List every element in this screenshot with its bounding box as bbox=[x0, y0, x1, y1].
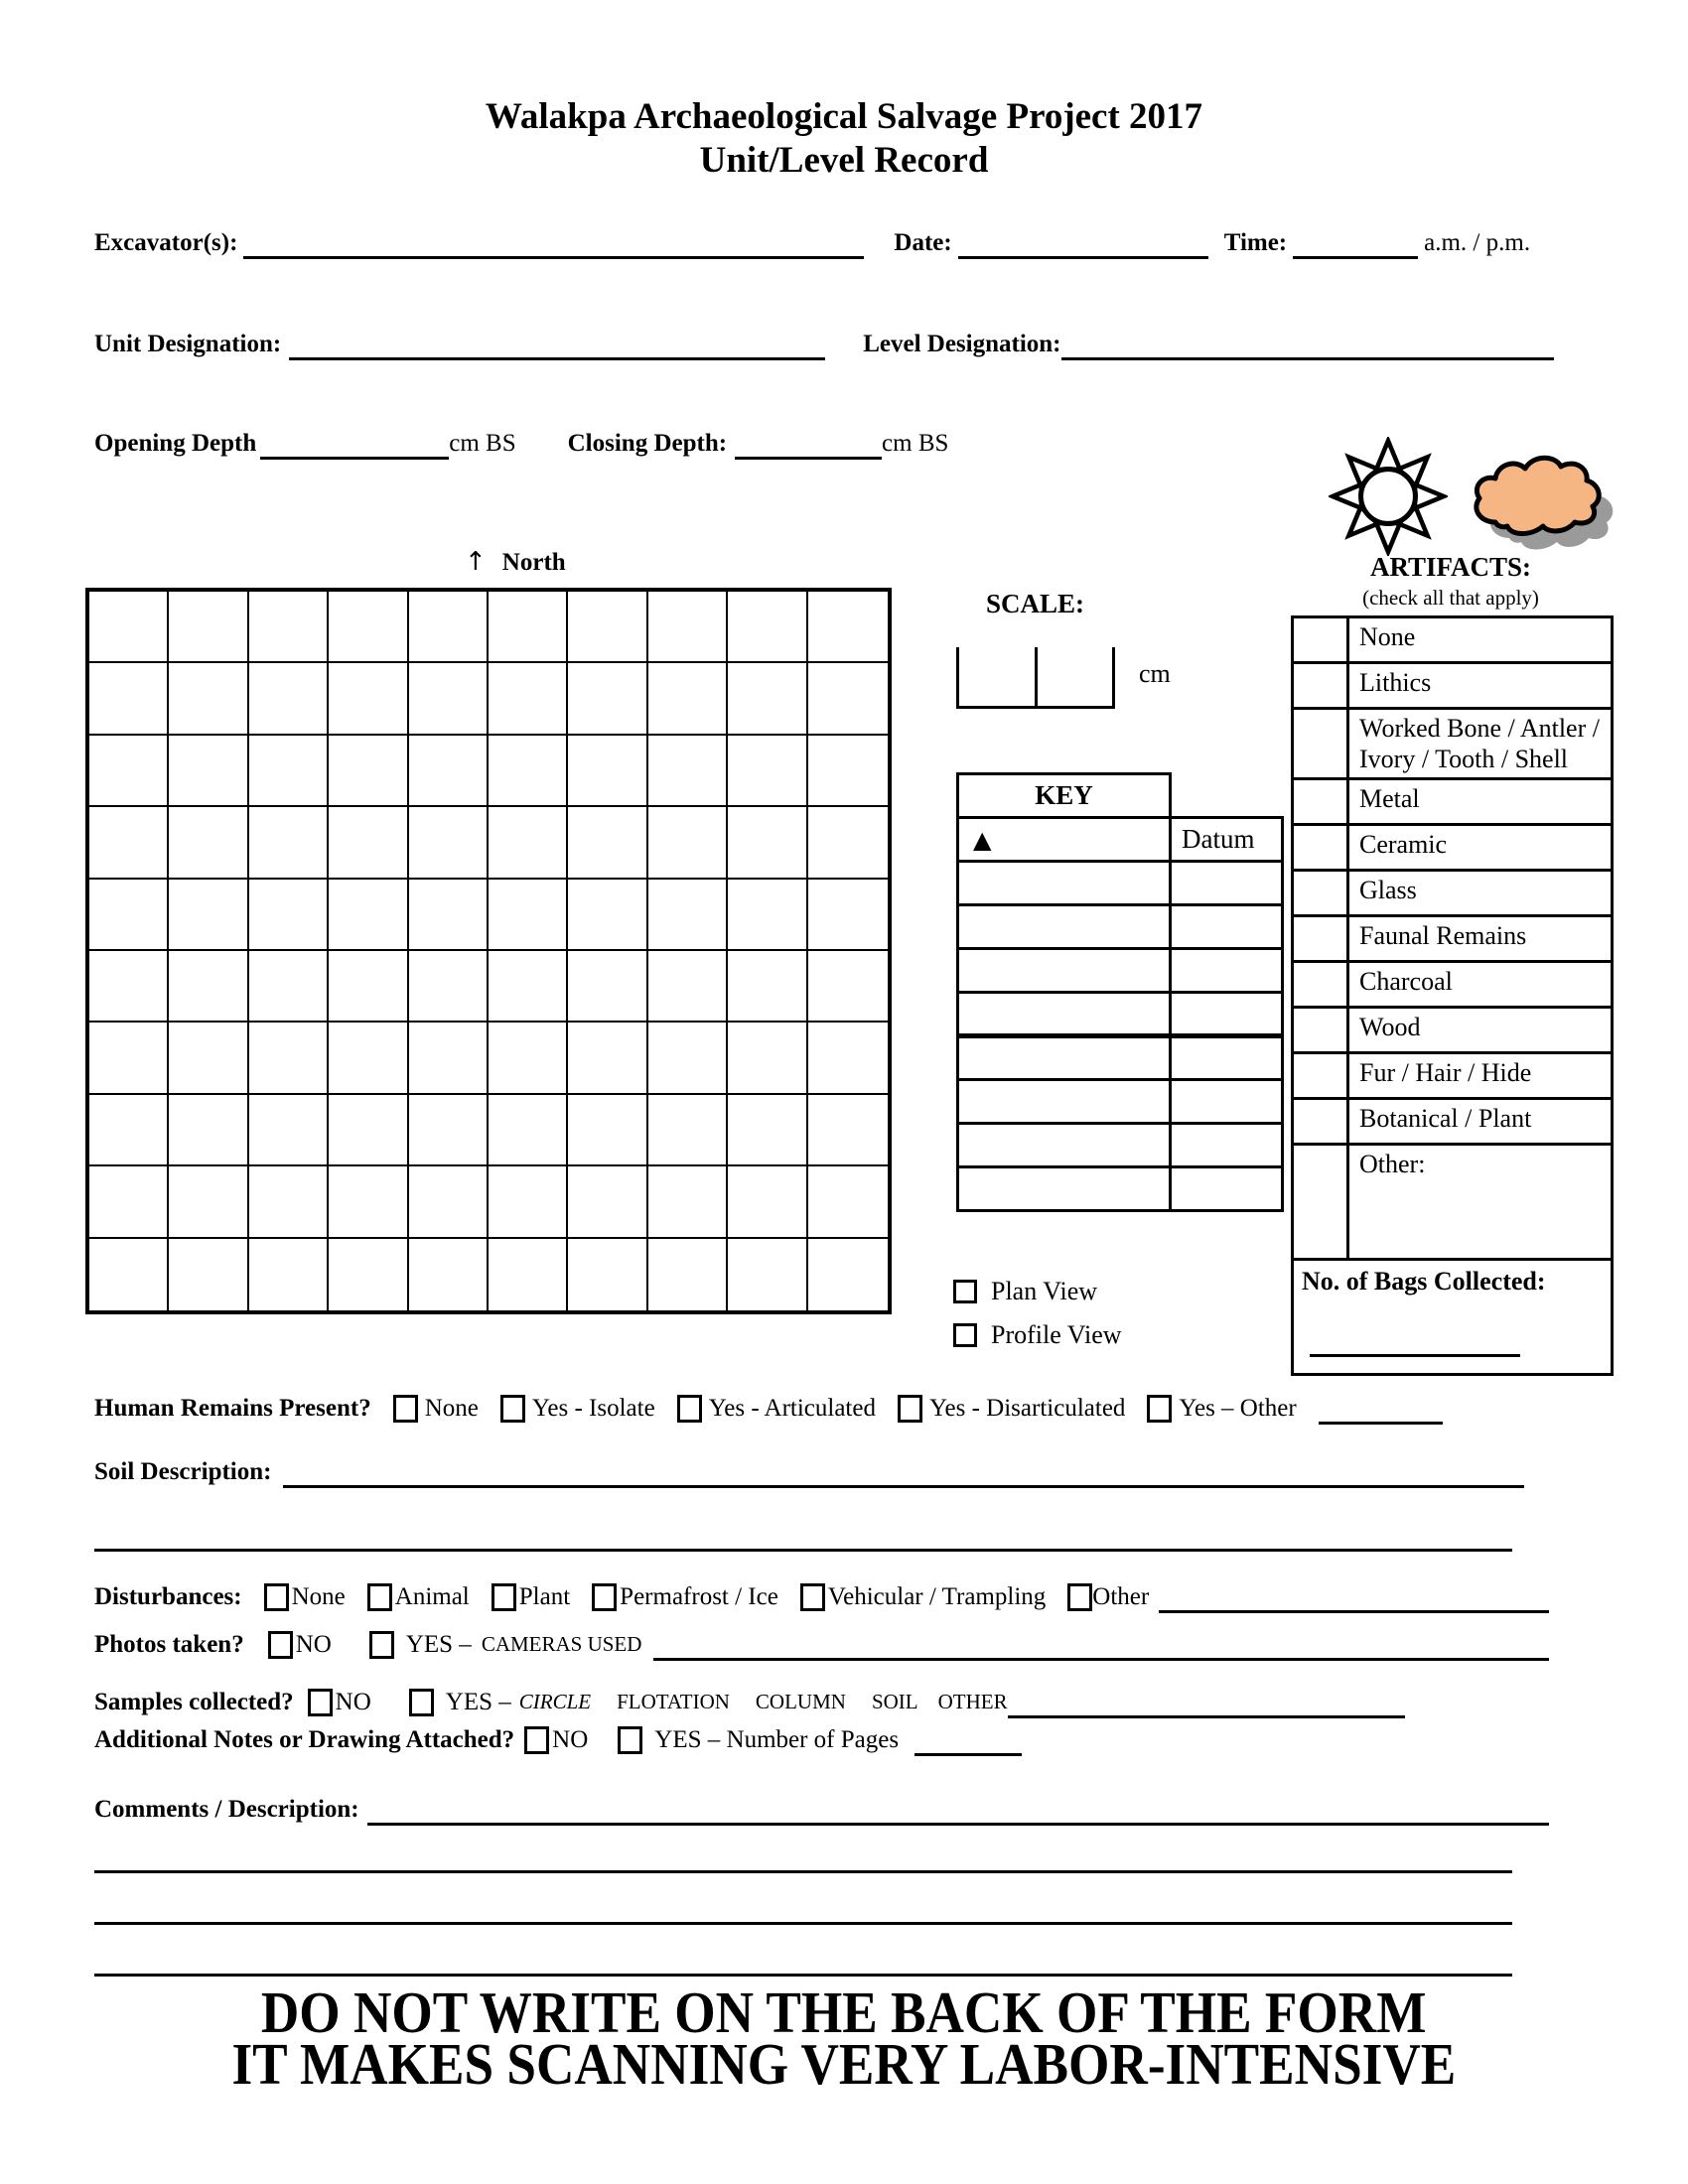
excavation-grid[interactable] bbox=[85, 588, 892, 1314]
grid-cell bbox=[89, 951, 169, 1023]
grid-cell bbox=[808, 1166, 888, 1238]
grid-cell bbox=[568, 1239, 647, 1310]
date-label: Date: bbox=[894, 229, 952, 256]
datum-label: Datum bbox=[1171, 818, 1283, 862]
profile-view-label: Profile View bbox=[991, 1320, 1122, 1349]
grid-cell bbox=[169, 1239, 248, 1310]
grid-cell bbox=[728, 1095, 807, 1166]
photos-taken-label: Photos taken? bbox=[94, 1631, 244, 1658]
grid-cell bbox=[728, 951, 807, 1023]
artifacts-table bbox=[1291, 615, 1614, 1376]
artifacts-header: ARTIFACTS: bbox=[1369, 552, 1532, 582]
grid-cell bbox=[808, 1095, 888, 1166]
grid-cell bbox=[249, 1023, 329, 1094]
checkbox-artifact-wood[interactable] bbox=[1293, 1008, 1348, 1053]
grid-cell bbox=[169, 663, 248, 735]
grid-cell bbox=[329, 736, 408, 807]
grid-cell bbox=[409, 663, 489, 735]
grid-cell bbox=[808, 951, 888, 1023]
checkbox-artifact-other[interactable] bbox=[1293, 1145, 1348, 1260]
grid-cell bbox=[169, 1166, 248, 1238]
grid-cell bbox=[648, 1095, 728, 1166]
samples-no-label: NO bbox=[335, 1688, 371, 1715]
level-line[interactable] bbox=[1061, 328, 1554, 360]
grid-cell bbox=[249, 1166, 329, 1238]
key-empty-cell[interactable] bbox=[958, 905, 1171, 949]
grid-cell bbox=[169, 736, 248, 807]
grid-cell bbox=[489, 1166, 568, 1238]
key-empty-cell[interactable] bbox=[1171, 993, 1283, 1036]
checkbox-profile-view[interactable] bbox=[953, 1323, 977, 1347]
scale-bar-cell bbox=[1035, 647, 1113, 706]
time-line[interactable] bbox=[1293, 226, 1418, 259]
key-header: KEY bbox=[958, 774, 1171, 818]
key-empty-cell[interactable] bbox=[958, 993, 1171, 1036]
hr-option-label: Yes - Isolate bbox=[531, 1394, 655, 1422]
grid-cell bbox=[329, 663, 408, 735]
grid-cell bbox=[728, 1023, 807, 1094]
grid-cell bbox=[648, 1023, 728, 1094]
key-empty-cell[interactable] bbox=[958, 862, 1171, 905]
comments-line[interactable] bbox=[367, 1793, 1549, 1826]
grid-cell bbox=[728, 880, 807, 951]
extra-line-3[interactable] bbox=[94, 1974, 1512, 1977]
grid-cell bbox=[728, 1166, 807, 1238]
photos-yes-label: YES – bbox=[405, 1631, 472, 1658]
grid-cell bbox=[409, 807, 489, 879]
grid-cell bbox=[249, 951, 329, 1023]
checkbox-artifact-faunal[interactable] bbox=[1293, 916, 1348, 962]
artifact-label: Ceramic bbox=[1348, 825, 1613, 871]
grid-cell bbox=[249, 807, 329, 879]
grid-cell bbox=[409, 880, 489, 951]
checkbox-notes-no[interactable] bbox=[524, 1726, 549, 1754]
grid-cell bbox=[728, 736, 807, 807]
grid-cell bbox=[568, 951, 647, 1023]
soil-line-2[interactable] bbox=[94, 1549, 1512, 1552]
artifact-label: Glass bbox=[1348, 871, 1613, 916]
closing-depth-unit: cm BS bbox=[882, 430, 949, 457]
checkbox-artifact-ceramic[interactable] bbox=[1293, 825, 1348, 871]
scale-bar bbox=[956, 647, 1115, 709]
hr-option-label: None bbox=[424, 1394, 479, 1422]
grid-cell bbox=[489, 1239, 568, 1310]
checkbox-samples-yes[interactable] bbox=[409, 1689, 434, 1716]
grid-cell bbox=[489, 807, 568, 879]
artifact-label: Metal bbox=[1348, 779, 1613, 825]
key-empty-cell[interactable] bbox=[958, 1036, 1171, 1080]
grid-cell bbox=[169, 1023, 248, 1094]
samples-circle-label: CIRCLE bbox=[518, 1690, 592, 1713]
grid-cell bbox=[648, 1166, 728, 1238]
artifact-label: Faunal Remains bbox=[1348, 916, 1613, 962]
grid-cell bbox=[728, 592, 807, 663]
grid-cell bbox=[568, 663, 647, 735]
form-subtitle: Unit/Level Record bbox=[699, 140, 989, 181]
grid-cell bbox=[169, 1095, 248, 1166]
soil-line-1[interactable] bbox=[283, 1455, 1524, 1488]
datum-symbol: ▲ bbox=[958, 818, 1171, 862]
grid-cell bbox=[568, 736, 647, 807]
checkbox-hr-yes-disarticulated[interactable] bbox=[898, 1395, 922, 1423]
dist-option-label: Permafrost / Ice bbox=[620, 1582, 778, 1610]
extra-line-2[interactable] bbox=[94, 1922, 1512, 1925]
form-title: Walakpa Archaeological Salvage Project 2017 bbox=[485, 96, 1203, 137]
artifact-label: Fur / Hair / Hide bbox=[1348, 1053, 1613, 1099]
key-empty-cell[interactable] bbox=[1171, 1167, 1283, 1211]
grid-cell bbox=[89, 592, 169, 663]
key-empty-cell[interactable] bbox=[1171, 1080, 1283, 1124]
photos-no-label: NO bbox=[295, 1630, 332, 1658]
checkbox-artifact-lithics[interactable] bbox=[1293, 663, 1348, 709]
grid-cell bbox=[329, 592, 408, 663]
grid-cell bbox=[648, 807, 728, 879]
checkbox-artifact-charcoal[interactable] bbox=[1293, 962, 1348, 1008]
checkbox-hr-yes-other[interactable] bbox=[1147, 1395, 1172, 1423]
cloud-icon bbox=[1468, 447, 1618, 558]
grid-cell bbox=[409, 951, 489, 1023]
key-empty-cell[interactable] bbox=[958, 1167, 1171, 1211]
checkbox-dist-animal[interactable] bbox=[367, 1583, 392, 1611]
key-empty-cell[interactable] bbox=[1171, 862, 1283, 905]
key-empty-cell[interactable] bbox=[1171, 905, 1283, 949]
grid-cell bbox=[409, 592, 489, 663]
key-empty-cell[interactable] bbox=[958, 1124, 1171, 1167]
dist-option-label: Animal bbox=[394, 1582, 470, 1610]
grid-cell bbox=[169, 592, 248, 663]
samples-soil-label[interactable]: SOIL bbox=[871, 1690, 918, 1713]
opening-depth-unit: cm BS bbox=[449, 430, 516, 457]
disturbances-other-line[interactable] bbox=[1159, 1580, 1549, 1613]
excavators-label: Excavator(s): bbox=[94, 229, 238, 256]
grid-cell bbox=[409, 1023, 489, 1094]
bags-label: No. of Bags Collected: bbox=[1302, 1267, 1546, 1296]
grid-cell bbox=[808, 880, 888, 951]
checkbox-dist-other[interactable] bbox=[1067, 1583, 1092, 1611]
dist-option-label: None bbox=[291, 1582, 346, 1610]
samples-other-label[interactable]: OTHER bbox=[937, 1690, 1008, 1713]
unit-designation-label: Unit Designation: bbox=[94, 331, 282, 357]
grid-cell bbox=[568, 1166, 647, 1238]
human-remains-label: Human Remains Present? bbox=[94, 1395, 371, 1422]
artifact-label: Wood bbox=[1348, 1008, 1613, 1053]
checkbox-artifact-worked-bone[interactable] bbox=[1293, 709, 1348, 779]
grid-cell bbox=[329, 880, 408, 951]
scale-bar-cell bbox=[956, 647, 1035, 706]
key-empty-cell[interactable] bbox=[1171, 1124, 1283, 1167]
checkbox-hr-yes-isolate[interactable] bbox=[500, 1395, 525, 1423]
grid-cell bbox=[329, 951, 408, 1023]
hr-option-label: Yes - Disarticulated bbox=[928, 1394, 1126, 1422]
ampm-label: a.m. / p.m. bbox=[1424, 229, 1531, 256]
grid-cell bbox=[489, 663, 568, 735]
grid-cell bbox=[728, 663, 807, 735]
opening-depth-label: Opening Depth bbox=[94, 430, 257, 457]
closing-depth-label: Closing Depth: bbox=[567, 430, 728, 457]
sun-icon bbox=[1329, 437, 1448, 556]
pages-line[interactable] bbox=[914, 1723, 1022, 1756]
north-label: North bbox=[501, 549, 566, 576]
dist-option-label: Vehicular / Trampling bbox=[827, 1582, 1047, 1610]
checkbox-dist-vehicular[interactable] bbox=[800, 1583, 825, 1611]
grid-cell bbox=[409, 1166, 489, 1238]
grid-cell bbox=[249, 880, 329, 951]
grid-cell bbox=[169, 880, 248, 951]
grid-cell bbox=[728, 1239, 807, 1310]
grid-cell bbox=[568, 1023, 647, 1094]
grid-cell bbox=[249, 1239, 329, 1310]
grid-cell bbox=[89, 663, 169, 735]
notes-no-label: NO bbox=[552, 1725, 589, 1753]
checkbox-dist-none[interactable] bbox=[264, 1583, 289, 1611]
checkbox-artifact-fur[interactable] bbox=[1293, 1053, 1348, 1099]
grid-cell bbox=[169, 951, 248, 1023]
hr-other-line[interactable] bbox=[1319, 1392, 1443, 1425]
bags-cell bbox=[1293, 1260, 1613, 1375]
grid-cell bbox=[169, 807, 248, 879]
checkbox-notes-yes[interactable] bbox=[618, 1726, 642, 1754]
artifact-label: Charcoal bbox=[1348, 962, 1613, 1008]
samples-collected-label: Samples collected? bbox=[94, 1689, 294, 1715]
grid-cell bbox=[489, 1023, 568, 1094]
grid-cell bbox=[568, 1095, 647, 1166]
dist-option-label: Plant bbox=[518, 1582, 571, 1610]
checkbox-plan-view[interactable] bbox=[953, 1280, 977, 1303]
checkbox-photos-no[interactable] bbox=[268, 1631, 293, 1659]
key-ghost-cell bbox=[1171, 774, 1283, 818]
closing-depth-line[interactable] bbox=[735, 427, 882, 460]
grid-cell bbox=[249, 663, 329, 735]
grid-cell bbox=[808, 807, 888, 879]
key-empty-cell[interactable] bbox=[958, 1080, 1171, 1124]
hr-option-label: Yes – Other bbox=[1179, 1394, 1297, 1422]
additional-notes-label: Additional Notes or Drawing Attached? bbox=[94, 1726, 515, 1753]
grid-cell bbox=[648, 592, 728, 663]
artifact-label: Botanical / Plant bbox=[1348, 1099, 1613, 1145]
grid-cell bbox=[489, 592, 568, 663]
grid-cell bbox=[89, 1095, 169, 1166]
grid-cell bbox=[89, 880, 169, 951]
grid-cell bbox=[329, 1023, 408, 1094]
checkbox-hr-yes-articulated[interactable] bbox=[677, 1395, 702, 1423]
notes-yes-label: YES – Number of Pages bbox=[654, 1726, 900, 1753]
grid-cell bbox=[808, 663, 888, 735]
checkbox-artifact-glass[interactable] bbox=[1293, 871, 1348, 916]
grid-cell bbox=[489, 1095, 568, 1166]
grid-cell bbox=[329, 1166, 408, 1238]
checkbox-artifact-none[interactable] bbox=[1293, 617, 1348, 663]
footer-warning-line2: IT MAKES SCANNING VERY LABOR-INTENSIVE bbox=[231, 2032, 1457, 2098]
artifact-label: Worked Bone / Antler / Ivory / Tooth / Shell bbox=[1348, 709, 1613, 779]
dist-option-label: Other bbox=[1092, 1582, 1150, 1610]
key-empty-cell[interactable] bbox=[1171, 1036, 1283, 1080]
excavators-line[interactable] bbox=[243, 226, 864, 259]
grid-cell bbox=[568, 592, 647, 663]
grid-cell bbox=[808, 592, 888, 663]
grid-cell bbox=[648, 1239, 728, 1310]
samples-yes-label: YES – bbox=[445, 1689, 511, 1715]
grid-cell bbox=[808, 1239, 888, 1310]
grid-cell bbox=[329, 1239, 408, 1310]
checkbox-artifact-metal[interactable] bbox=[1293, 779, 1348, 825]
grid-cell bbox=[648, 880, 728, 951]
footer-warning-line1: DO NOT WRITE ON THE BACK OF THE FORM bbox=[261, 1980, 1427, 2046]
grid-cell bbox=[89, 1166, 169, 1238]
scale-unit: cm bbox=[1139, 659, 1171, 688]
grid-cell bbox=[808, 736, 888, 807]
grid-cell bbox=[409, 1095, 489, 1166]
north-arrow-icon: ↑ bbox=[465, 547, 487, 577]
soil-description-label: Soil Description: bbox=[94, 1458, 272, 1485]
disturbances-label: Disturbances: bbox=[94, 1583, 242, 1610]
level-designation-label: Level Designation: bbox=[863, 331, 1061, 357]
grid-cell bbox=[89, 1239, 169, 1310]
cameras-used-line[interactable] bbox=[653, 1628, 1549, 1661]
comments-label: Comments / Description: bbox=[94, 1796, 359, 1823]
cloud-body bbox=[1477, 458, 1599, 533]
grid-cell bbox=[489, 736, 568, 807]
grid-cell bbox=[648, 951, 728, 1023]
unit-line[interactable] bbox=[289, 328, 825, 360]
grid-cell bbox=[489, 951, 568, 1023]
checkbox-dist-plant[interactable] bbox=[492, 1583, 516, 1611]
checkbox-samples-no[interactable] bbox=[308, 1689, 333, 1716]
plan-view-label: Plan View bbox=[991, 1277, 1098, 1305]
checkbox-hr-none[interactable] bbox=[393, 1395, 418, 1423]
grid-cell bbox=[409, 1239, 489, 1310]
hr-option-label: Yes - Articulated bbox=[708, 1394, 876, 1422]
grid-cell bbox=[249, 736, 329, 807]
checkbox-artifact-botanical[interactable] bbox=[1293, 1099, 1348, 1145]
grid-cell bbox=[489, 880, 568, 951]
cameras-used-label: CAMERAS USED bbox=[481, 1632, 642, 1656]
grid-cell bbox=[409, 736, 489, 807]
checkbox-dist-permafrost[interactable] bbox=[592, 1583, 617, 1611]
opening-depth-line[interactable] bbox=[260, 427, 449, 460]
grid-cell bbox=[648, 736, 728, 807]
grid-cell bbox=[648, 663, 728, 735]
grid-cell bbox=[728, 807, 807, 879]
key-table bbox=[956, 772, 1284, 1212]
key-empty-cell[interactable] bbox=[958, 949, 1171, 993]
artifact-label: None bbox=[1348, 617, 1613, 663]
grid-cell bbox=[329, 1095, 408, 1166]
extra-line-1[interactable] bbox=[94, 1870, 1512, 1873]
artifact-label: Lithics bbox=[1348, 663, 1613, 709]
key-empty-cell[interactable] bbox=[1171, 949, 1283, 993]
grid-cell bbox=[329, 807, 408, 879]
checkbox-photos-yes[interactable] bbox=[369, 1631, 394, 1659]
samples-column-label[interactable]: COLUMN bbox=[755, 1690, 846, 1713]
artifacts-subheader: (check all that apply) bbox=[1362, 586, 1539, 610]
samples-flotation-label[interactable]: FLOTATION bbox=[617, 1690, 730, 1713]
artifact-label: Other: bbox=[1348, 1145, 1613, 1260]
grid-cell bbox=[808, 1023, 888, 1094]
grid-cell bbox=[249, 592, 329, 663]
grid-cell bbox=[89, 736, 169, 807]
date-line[interactable] bbox=[958, 226, 1208, 259]
grid-cell bbox=[249, 1095, 329, 1166]
grid-cell bbox=[89, 807, 169, 879]
scale-label: SCALE: bbox=[986, 589, 1085, 618]
grid-cell bbox=[568, 807, 647, 879]
grid-cell bbox=[568, 880, 647, 951]
bags-line[interactable] bbox=[1310, 1324, 1520, 1357]
samples-other-line[interactable] bbox=[1008, 1686, 1405, 1718]
time-label: Time: bbox=[1223, 229, 1288, 256]
grid-cell bbox=[89, 1023, 169, 1094]
